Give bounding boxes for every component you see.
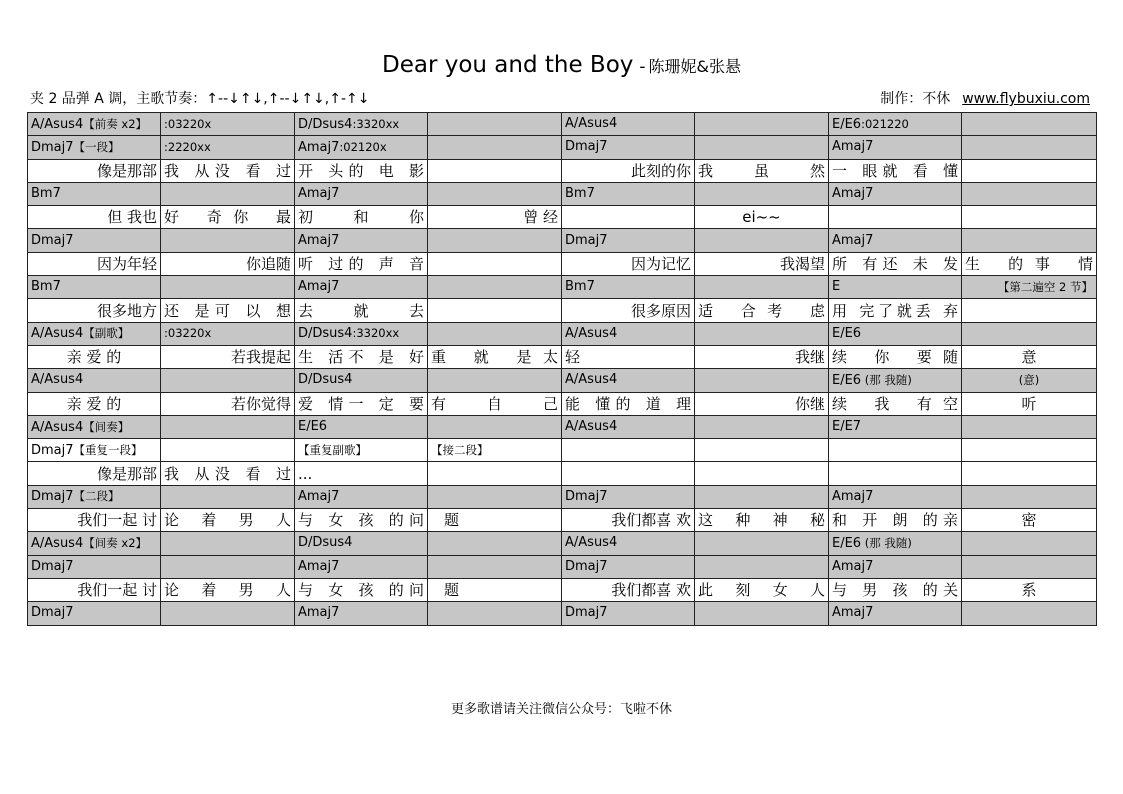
chord-cell — [295, 602, 428, 625]
chord-cell — [161, 276, 295, 299]
chord-note: 【前奏 x2】 — [83, 116, 148, 131]
chord-name: Dmaj7 — [31, 605, 74, 621]
lyric-cell — [962, 159, 1097, 182]
chord-name: Amaj7 — [832, 139, 874, 155]
chord-cell — [28, 322, 161, 345]
lyric-cell — [428, 462, 562, 485]
lyric-cell: 适 合考 虑 — [695, 299, 829, 322]
chord-row — [28, 439, 1097, 462]
lyric-cell — [562, 462, 695, 485]
chord-note: :021220 — [861, 116, 909, 131]
chord-cell — [161, 136, 295, 159]
lyric-cell: 能 懂的 道 理 — [562, 392, 695, 415]
chord-cell — [295, 555, 428, 578]
lyric-cell: 生 的事 情 — [962, 252, 1097, 275]
chord-cell — [695, 602, 829, 625]
chord-cell — [28, 182, 161, 205]
title-separator: - — [639, 57, 646, 77]
chord-cell — [695, 276, 829, 299]
chord-note: 【间奏 x2】 — [83, 535, 148, 550]
website-link[interactable]: www.flybuxiu.com — [962, 91, 1090, 107]
lyric-cell — [428, 252, 562, 275]
chord-cell — [829, 532, 962, 555]
chord-cell — [428, 415, 562, 438]
lyric-cell: 与 女 孩 的问 — [295, 509, 428, 532]
chord-cell — [428, 532, 562, 555]
chord-cell — [562, 136, 695, 159]
chord-name: Bm7 — [31, 279, 61, 295]
chord-cell — [295, 182, 428, 205]
chord-cell — [829, 229, 962, 252]
lyric-cell: 续 我 有空 — [829, 392, 962, 415]
chord-cell — [295, 136, 428, 159]
chord-cell — [428, 276, 562, 299]
chord-cell — [695, 439, 829, 462]
lyric-row — [28, 299, 1097, 322]
chord-note: (意) — [1018, 372, 1040, 387]
chord-row — [28, 485, 1097, 508]
chord-name: E — [832, 279, 841, 295]
lyric-cell: 很多地方 — [28, 299, 161, 322]
chord-cell — [428, 182, 562, 205]
sheet-subheader — [30, 88, 1090, 108]
lyric-cell: 我们一起 讨 — [28, 578, 161, 601]
chord-cell — [161, 532, 295, 555]
chord-cell — [829, 439, 962, 462]
chord-name: Dmaj7 — [31, 558, 74, 574]
chord-row — [28, 113, 1097, 136]
chord-name: A/Asus4 — [31, 535, 84, 551]
chord-cell — [161, 229, 295, 252]
capo-rhythm-info: 夹 2 品弹 A 调，主歌节奏：↑--↓↑↓,↑--↓↑↓,↑-↑↓ — [30, 91, 370, 107]
chord-cell — [695, 182, 829, 205]
lyric-cell: 但 我也 — [28, 206, 161, 229]
lyric-cell: 论 着 男 人 — [161, 509, 295, 532]
chord-cell — [962, 555, 1097, 578]
lyric-cell: 开 头的 电 影 — [295, 159, 428, 182]
chord-cell — [428, 602, 562, 625]
chord-cell — [695, 136, 829, 159]
chord-cell — [161, 602, 295, 625]
chord-note: 【一段】 — [73, 139, 120, 154]
lyric-cell: 我们一起 讨 — [28, 509, 161, 532]
chord-name: Amaj7 — [298, 488, 340, 504]
chord-cell — [28, 415, 161, 438]
chord-cell — [295, 229, 428, 252]
chord-cell — [695, 322, 829, 345]
chord-cell — [562, 485, 695, 508]
lyric-cell: 初 和 你 — [295, 206, 428, 229]
lyric-cell — [829, 206, 962, 229]
chord-name: A/Asus4 — [565, 535, 618, 551]
lyric-cell: 用 完了就丢 弃 — [829, 299, 962, 322]
lyric-cell: 系 — [962, 578, 1097, 601]
chord-cell — [695, 555, 829, 578]
lyric-cell: 我 从没 看 过 — [161, 462, 295, 485]
chord-cell — [562, 439, 695, 462]
lyric-row — [28, 578, 1097, 601]
chord-name: Amaj7 — [832, 186, 874, 202]
lyric-cell: 我们都喜 欢 — [562, 578, 695, 601]
chord-cell — [28, 369, 161, 392]
chord-note: 【副歌】 — [83, 326, 130, 341]
chord-row — [28, 555, 1097, 578]
lyric-cell: 你追随 — [161, 252, 295, 275]
chord-cell — [829, 602, 962, 625]
chord-cell — [695, 369, 829, 392]
chord-note: :03220x — [164, 116, 212, 131]
chord-name: A/Asus4 — [565, 372, 618, 388]
chord-note: 【重复副歌】 — [298, 442, 367, 457]
lyric-cell: 有 自 己 — [428, 392, 562, 415]
lyric-cell: 爱 情一 定 要 — [295, 392, 428, 415]
chord-name: Dmaj7 — [31, 442, 74, 458]
chord-name: A/Asus4 — [31, 326, 84, 342]
chord-name: Amaj7 — [298, 605, 340, 621]
chord-cell — [428, 555, 562, 578]
chord-cell — [829, 485, 962, 508]
chord-note: 【间奏】 — [83, 419, 130, 434]
lyric-row — [28, 345, 1097, 368]
chord-name: Bm7 — [31, 186, 61, 202]
lyric-row — [28, 252, 1097, 275]
chord-name: Amaj7 — [832, 558, 874, 574]
lyric-cell: 题 — [428, 578, 562, 601]
chord-note: 【重复一段】 — [73, 442, 143, 457]
lyric-cell — [829, 462, 962, 485]
chord-name: A/Asus4 — [565, 325, 618, 341]
chord-sheet-table — [27, 112, 1097, 626]
chord-row — [28, 532, 1097, 555]
lyric-cell — [962, 206, 1097, 229]
chord-cell — [962, 229, 1097, 252]
chord-name: Amaj7 — [298, 558, 340, 574]
chord-cell — [962, 322, 1097, 345]
chord-cell — [695, 229, 829, 252]
chord-name: Dmaj7 — [31, 139, 74, 155]
chord-note: (那 我随) — [861, 372, 912, 387]
chord-row — [28, 415, 1097, 438]
chord-cell — [962, 113, 1097, 136]
lyric-cell — [962, 299, 1097, 322]
chord-cell — [28, 276, 161, 299]
lyric-cell: 和 开 朗 的亲 — [829, 509, 962, 532]
chord-name: E/E7 — [832, 419, 862, 434]
chord-name: Bm7 — [565, 186, 595, 202]
lyric-cell: 意 — [962, 345, 1097, 368]
chord-cell — [28, 439, 161, 462]
chord-note: 【第二遍空 2 节】 — [997, 279, 1093, 294]
lyric-cell: 还 是可 以 想 — [161, 299, 295, 322]
chord-cell — [695, 532, 829, 555]
chord-cell — [428, 229, 562, 252]
lyric-cell: 一 眼就 看 懂 — [829, 159, 962, 182]
chord-cell — [295, 485, 428, 508]
chord-cell — [28, 485, 161, 508]
lyric-cell: 亲 爱 的 — [28, 345, 161, 368]
lyric-cell: 我渴望 — [695, 252, 829, 275]
chord-note: :3320xx — [352, 326, 400, 341]
chord-cell — [829, 182, 962, 205]
credit-info — [880, 88, 1090, 108]
chord-cell — [562, 113, 695, 136]
song-title — [0, 52, 1123, 78]
chord-cell — [295, 276, 428, 299]
chord-cell — [161, 322, 295, 345]
chord-name: Dmaj7 — [31, 489, 74, 505]
chord-name: E/E6 — [832, 535, 862, 551]
chord-cell — [829, 369, 962, 392]
lyric-cell — [695, 462, 829, 485]
chord-note: 【二段】 — [73, 489, 120, 504]
chord-note: :02120x — [339, 139, 387, 154]
chord-note: 【接二段】 — [431, 442, 489, 457]
chord-name: Dmaj7 — [565, 232, 608, 248]
lyric-cell: 这 种 神 秘 — [695, 509, 829, 532]
chord-cell — [562, 415, 695, 438]
chord-name: D/Dsus4 — [298, 326, 353, 342]
chord-cell — [562, 555, 695, 578]
chord-name: Dmaj7 — [565, 558, 608, 574]
lyric-cell: ei~~ — [695, 206, 829, 229]
chord-name: Amaj7 — [832, 232, 874, 248]
lyric-cell: 题 — [428, 509, 562, 532]
lyric-cell: 此刻的你 — [562, 159, 695, 182]
chord-note: :3320xx — [352, 116, 400, 131]
chord-cell — [562, 369, 695, 392]
lyric-row — [28, 392, 1097, 415]
lyric-cell: 若我提起 — [161, 345, 295, 368]
lyric-cell — [428, 159, 562, 182]
chord-name: A/Asus4 — [31, 419, 84, 435]
maker-credit: 制作：不休 — [880, 91, 951, 107]
lyric-row — [28, 462, 1097, 485]
lyric-cell: 所 有还 未 发 — [829, 252, 962, 275]
chord-cell — [562, 602, 695, 625]
chord-name: A/Asus4 — [565, 116, 618, 132]
chord-cell — [962, 182, 1097, 205]
chord-name: E/E6 — [298, 419, 328, 434]
chord-cell — [295, 439, 428, 462]
lyric-cell: 我 从没 看 过 — [161, 159, 295, 182]
chord-cell — [962, 439, 1097, 462]
chord-cell — [695, 415, 829, 438]
chord-cell — [962, 136, 1097, 159]
chord-name: Dmaj7 — [565, 139, 608, 155]
chord-cell — [562, 182, 695, 205]
lyric-cell: 此 刻 女 人 — [695, 578, 829, 601]
chord-cell — [428, 113, 562, 136]
chord-name: Bm7 — [565, 279, 595, 295]
chord-cell — [295, 113, 428, 136]
chord-cell — [829, 276, 962, 299]
chord-cell — [161, 485, 295, 508]
artist-name: 陈珊妮&张悬 — [648, 57, 742, 76]
chord-cell — [295, 415, 428, 438]
lyric-cell: 生 活不 是 好 — [295, 345, 428, 368]
chord-cell — [28, 602, 161, 625]
chord-cell — [428, 439, 562, 462]
chord-cell — [161, 113, 295, 136]
chord-cell — [695, 113, 829, 136]
chord-name: Amaj7 — [298, 232, 340, 248]
chord-cell — [295, 369, 428, 392]
chord-cell — [28, 136, 161, 159]
chord-name: Amaj7 — [298, 139, 340, 155]
chord-name: Amaj7 — [298, 186, 340, 202]
lyric-cell: 听 — [962, 392, 1097, 415]
chord-cell — [161, 555, 295, 578]
chord-cell — [695, 485, 829, 508]
chord-cell — [562, 276, 695, 299]
chord-cell — [295, 532, 428, 555]
lyric-cell: 我继 — [695, 345, 829, 368]
lyric-cell: 轻 — [562, 345, 695, 368]
chord-cell — [428, 136, 562, 159]
lyric-cell: 好 奇你 最 — [161, 206, 295, 229]
chord-name: A/Asus4 — [565, 419, 618, 434]
chord-cell — [962, 532, 1097, 555]
lyric-cell: 我们都喜 欢 — [562, 509, 695, 532]
chord-cell — [962, 602, 1097, 625]
chord-name: Dmaj7 — [565, 488, 608, 504]
lyric-cell: ... — [295, 462, 428, 485]
chord-cell — [562, 532, 695, 555]
chord-cell — [562, 229, 695, 252]
chord-name: A/Asus4 — [31, 372, 84, 388]
chord-cell — [161, 439, 295, 462]
lyric-cell: 重 就 是太 — [428, 345, 562, 368]
chord-note: :03220x — [164, 326, 212, 341]
song-name: Dear you and the Boy — [381, 52, 634, 78]
lyric-cell: 若你觉得 — [161, 392, 295, 415]
lyric-cell: 去 就 去 — [295, 299, 428, 322]
chord-name: E/E6 — [832, 372, 862, 388]
chord-name: Dmaj7 — [565, 605, 608, 621]
chord-cell — [428, 369, 562, 392]
chord-name: A/Asus4 — [31, 116, 84, 132]
lyric-cell — [562, 206, 695, 229]
chord-name: D/Dsus4 — [298, 535, 353, 551]
chord-row — [28, 182, 1097, 205]
chord-cell — [962, 369, 1097, 392]
chord-cell — [161, 369, 295, 392]
lyric-cell: 亲 爱 的 — [28, 392, 161, 415]
chord-cell — [28, 555, 161, 578]
lyric-cell: 因为年轻 — [28, 252, 161, 275]
chord-cell — [295, 322, 428, 345]
chord-cell — [28, 532, 161, 555]
chord-name: Amaj7 — [832, 488, 874, 504]
chord-cell — [829, 555, 962, 578]
lyric-cell: 像是那部 — [28, 462, 161, 485]
chord-row — [28, 229, 1097, 252]
chord-cell — [962, 485, 1097, 508]
chord-name: E/E6 — [832, 116, 862, 132]
lyric-cell: 续 你 要随 — [829, 345, 962, 368]
lyric-cell: 很多原因 — [562, 299, 695, 322]
lyric-cell: 听 过的 声 音 — [295, 252, 428, 275]
chord-cell — [428, 485, 562, 508]
lyric-cell: 与 男 孩 的关 — [829, 578, 962, 601]
chord-note: :2220xx — [164, 139, 211, 154]
chord-name: Dmaj7 — [31, 232, 74, 248]
footer-note: 更多歌谱请关注微信公众号：飞啦不休 — [450, 702, 672, 717]
chord-cell — [962, 276, 1097, 299]
chord-cell — [829, 136, 962, 159]
lyric-cell: 你继 — [695, 392, 829, 415]
chord-name: Amaj7 — [298, 279, 340, 295]
lyric-cell: 与 女 孩 的问 — [295, 578, 428, 601]
lyric-cell — [428, 299, 562, 322]
chord-cell — [829, 113, 962, 136]
chord-row — [28, 602, 1097, 625]
chord-row — [28, 136, 1097, 159]
chord-note: (那 我随) — [861, 535, 912, 550]
lyric-cell — [962, 462, 1097, 485]
chord-row — [28, 276, 1097, 299]
lyric-cell: 像是那部 — [28, 159, 161, 182]
chord-cell — [28, 229, 161, 252]
chord-sheet-body — [28, 113, 1097, 626]
chord-cell — [962, 415, 1097, 438]
lyric-cell: 论 着 男 人 — [161, 578, 295, 601]
chord-name: D/Dsus4 — [298, 116, 353, 132]
chord-cell — [161, 415, 295, 438]
chord-row — [28, 369, 1097, 392]
chord-cell — [829, 415, 962, 438]
chord-name: D/Dsus4 — [298, 372, 353, 388]
chord-cell — [28, 113, 161, 136]
chord-cell — [161, 182, 295, 205]
chord-cell — [428, 322, 562, 345]
lyric-cell: 密 — [962, 509, 1097, 532]
lyric-row — [28, 206, 1097, 229]
lyric-cell: 我 虽 然 — [695, 159, 829, 182]
lyric-cell: 因为记忆 — [562, 252, 695, 275]
lyric-cell: 曾 经 — [428, 206, 562, 229]
chord-row — [28, 322, 1097, 345]
chord-name: E/E6 — [832, 325, 862, 341]
chord-cell — [562, 322, 695, 345]
lyric-row — [28, 159, 1097, 182]
lyric-row — [28, 509, 1097, 532]
chord-name: Amaj7 — [832, 605, 874, 621]
chord-cell — [829, 322, 962, 345]
